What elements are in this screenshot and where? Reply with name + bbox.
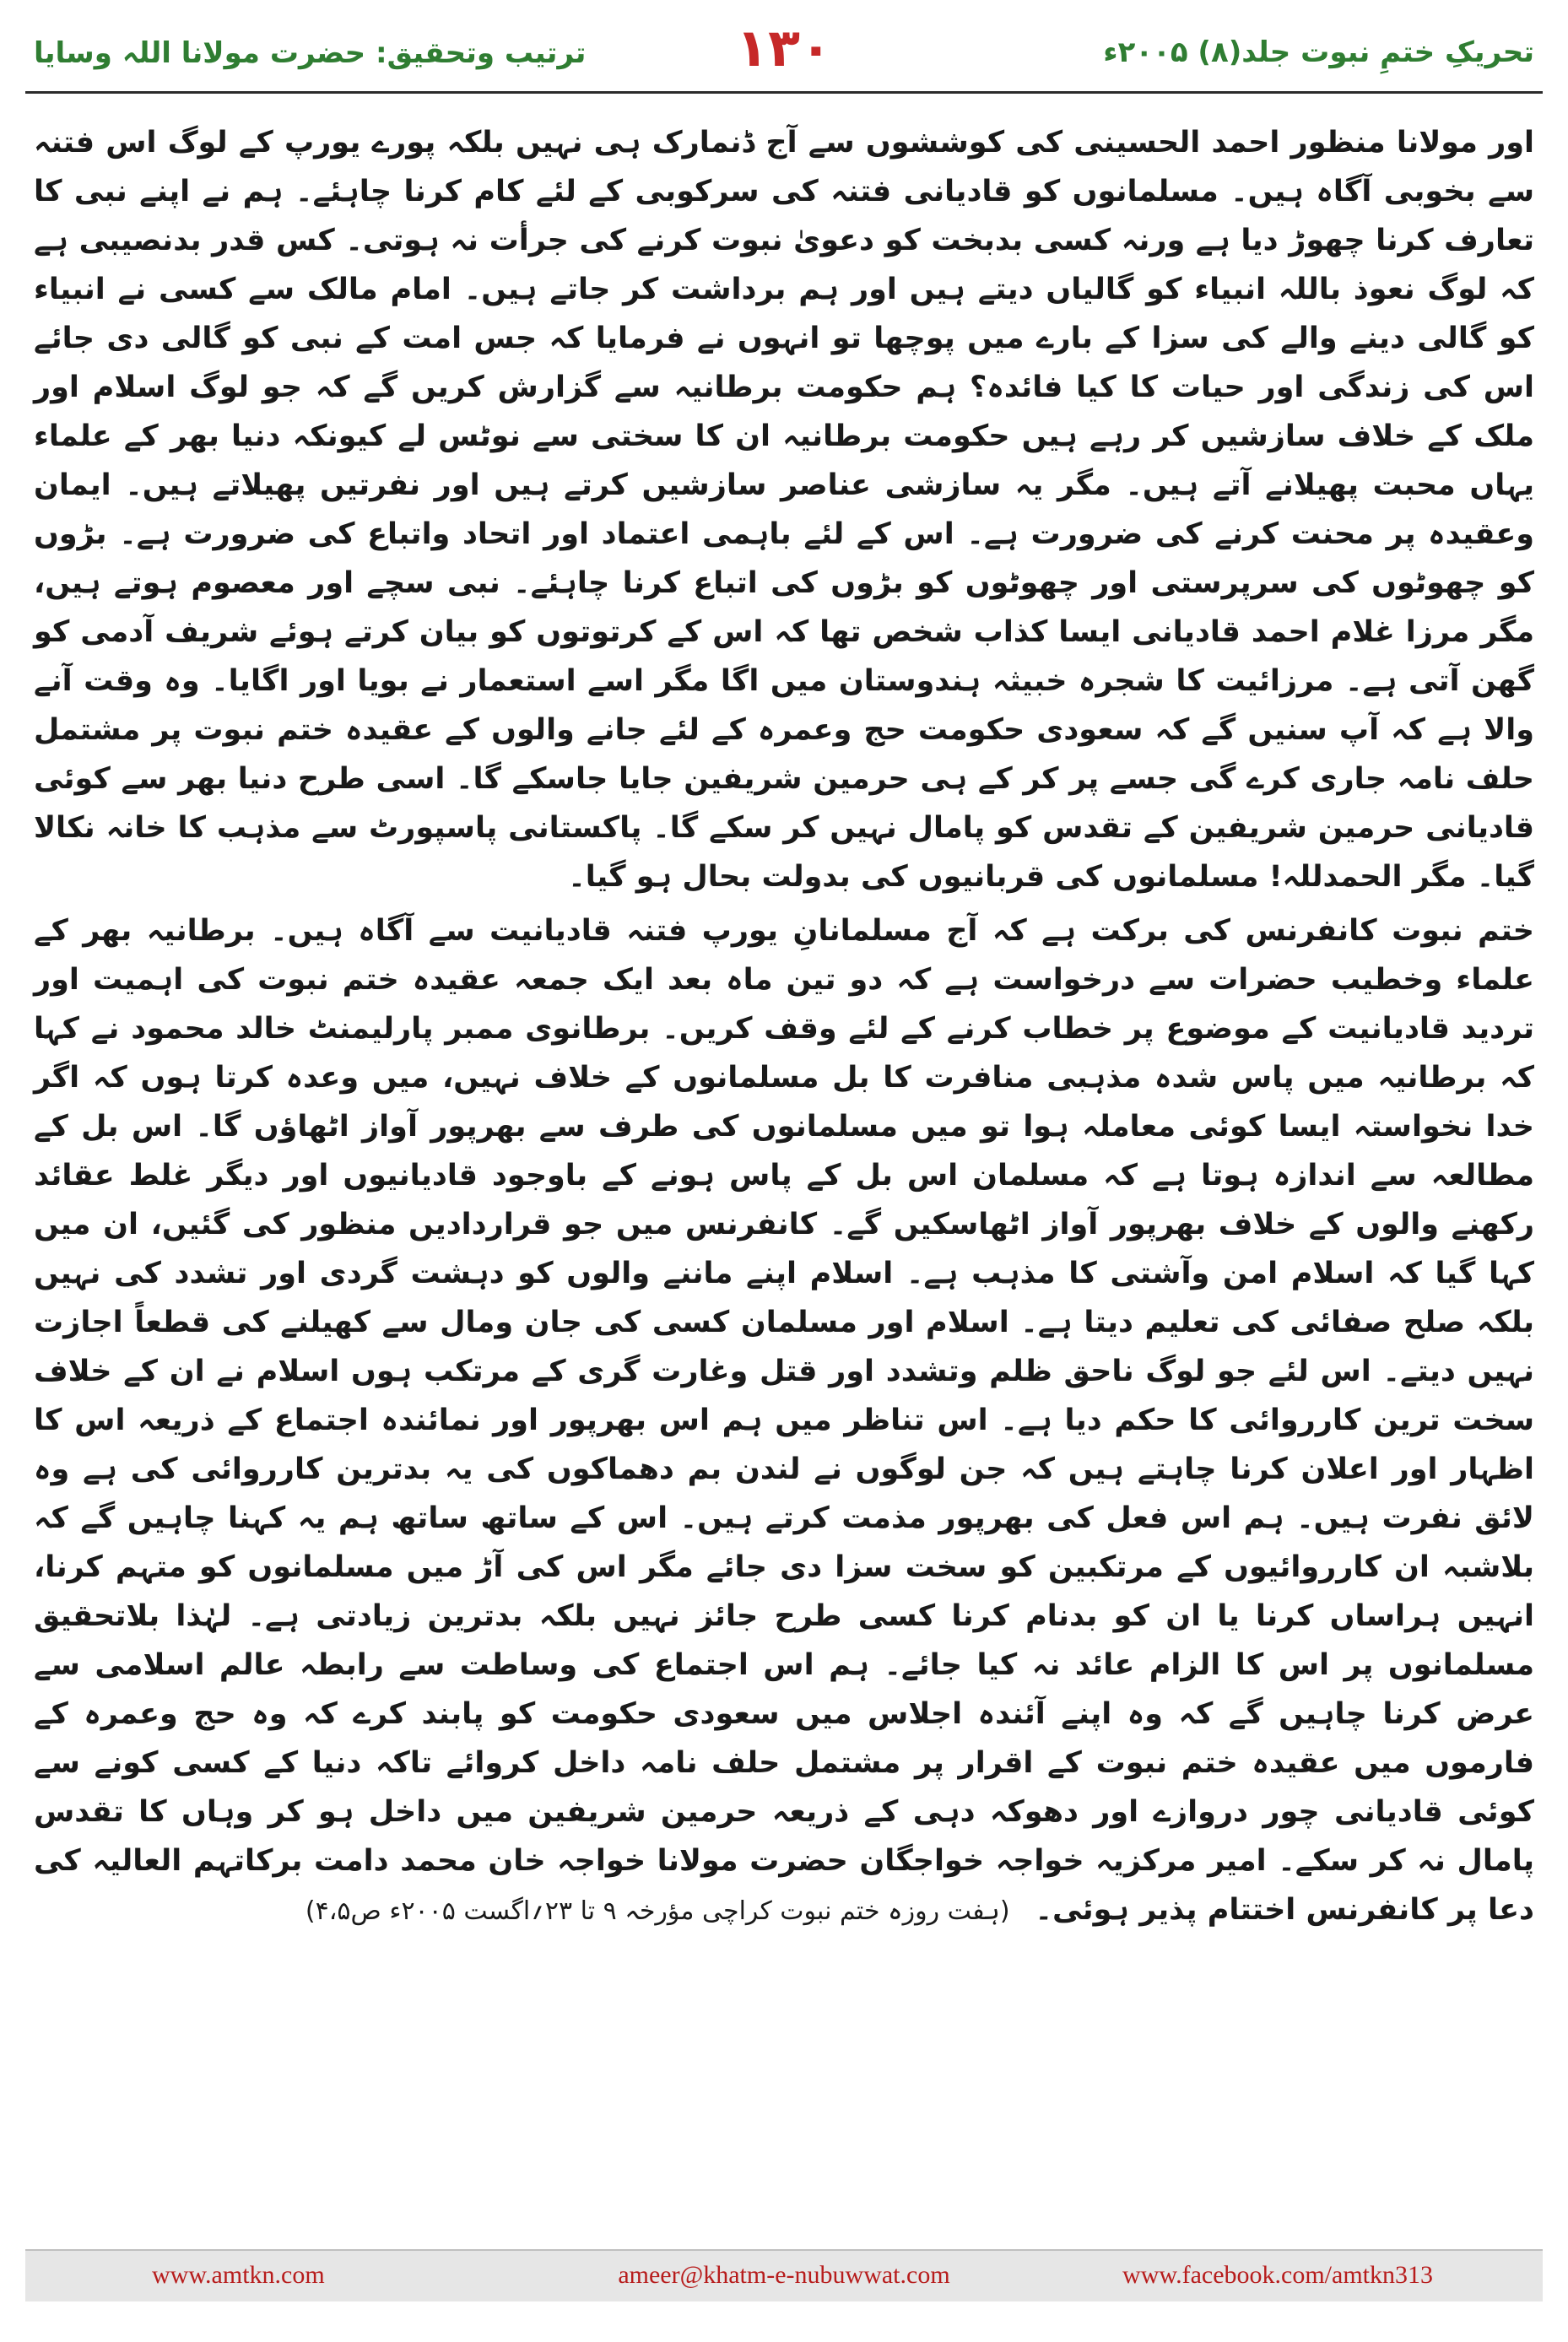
website-link[interactable]: www.amtkn.com — [152, 2261, 325, 2289]
article-body — [34, 118, 1534, 1936]
page-number: ۱۳۰ — [736, 17, 832, 78]
page-header — [0, 0, 1568, 93]
paragraph: اور مولانا منظور احمد الحسینی کی کوششوں سے آج ڈنمارک ہی نہیں بلکہ پورے یورپ کے لوگ اس فتنہ سے بخوبی آگاہ ہیں۔ مسلمانوں کو قادیانی فتنہ کی سرکوبی کے لئے کام کرنا چاہئے۔ ہم نے اپنے نبی کا تعارف کرنا چھوڑ دیا ہے ورنہ کسی بدبخت کو دعویٰ نبوت کرنے کی جرأت نہ ہوتی۔ کس قدر بدنصیبی ہے کہ لوگ نعوذ باللہ انبیاء کو گالیاں دیتے ہیں اور ہم برداشت کر جاتے ہیں۔ امام مالک سے کسی نے انبیاء کو گالی دینے والے کی سزا کے بارے میں پوچھا تو انہوں نے فرمایا کہ جس امت کے نبی کو گالی دی جائے اس کی زندگی اور حیات کا کیا فائدہ؟ ہم حکومت برطانیہ سے گزارش کریں گے کہ جو لوگ اسلام اور ملک کے خلاف سازشیں کر رہے ہیں حکومت برطانیہ ان کا سختی سے نوٹس لے کیونکہ دنیا بھر کے علماء یہاں محبت پھیلانے آتے ہیں۔ مگر یہ سازشی عناصر سازشیں کرتے ہیں اور نفرتیں پھیلاتے ہیں۔ ایمان وعقیدہ پر محنت کرنے کی ضرورت ہے۔ اس کے لئے باہمی اعتماد اور اتحاد واتباع کی ضرورت ہے۔ بڑوں کو چھوٹوں کی سرپرستی اور چھوٹوں کو بڑوں کی اتباع کرنا چاہئے۔ نبی سچے اور معصوم ہوتے ہیں، مگر مرزا غلام احمد قادیانی ایسا کذاب شخص تھا کہ اس کے کرتوتوں کو بیان کرتے ہوئے شریف آدمی کو گھن آتی ہے۔ مرزائیت کا شجرہ خبیثہ ہندوستان میں اگا مگر اسے استعمار نے بویا اور اگایا۔ وہ وقت آنے والا ہے کہ آپ سنیں گے کہ سعودی حکومت حج وعمرہ کے لئے جانے والوں کے عقیدہ ختم نبوت پر مشتمل حلف نامہ جاری کرے گی جسے پر کر کے ہی حرمین شریفین جایا جاسکے گا۔ اسی طرح دنیا بھر سے کوئی قادیانی حرمین شریفین کے تقدس کو پامال نہیں کر سکے گا۔ پاکستانی پاسپورٹ سے مذہب کا خانہ نکالا گیا۔ مگر الحمدللہ! مسلمانوں کی قربانیوں کی بدولت بحال ہو گیا۔ — [34, 126, 1534, 894]
book-title: تحریکِ ختمِ نبوت جلد(۸) ۲۰۰۵ء — [1103, 35, 1534, 69]
citation: (ہفت روزہ ختم نبوت کراچی مؤرخہ ۹ تا ۲۳؍اگست ۲۰۰۵ء ص۴،۵) — [305, 1896, 1010, 1926]
paragraph — [34, 906, 1534, 1936]
facebook-link[interactable]: www.facebook.com/amtkn313 — [1122, 2261, 1433, 2289]
email-link[interactable]: ameer@khatm-e-nubuwwat.com — [618, 2261, 950, 2289]
compiler-credit: ترتیب وتحقیق: حضرت مولانا اللہ وسایا — [34, 36, 587, 70]
paragraph-text: ختم نبوت کانفرنس کی برکت ہے کہ آج مسلمانانِ یورپ فتنہ قادیانیت سے آگاہ ہیں۔ برطانیہ بھر کے علماء وخطیب حضرات سے درخواست ہے کہ دو تین ماہ بعد ایک جمعہ عقیدہ ختم نبوت کی اہمیت اور تردید قادیانیت کے موضوع پر خطاب کرنے کے لئے وقف کریں۔ برطانوی ممبر پارلیمنٹ خالد محمود نے کہا کہ برطانیہ میں پاس شدہ مذہبی منافرت کا بل مسلمانوں کے خلاف نہیں، میں وعدہ کرتا ہوں کہ اگر خدا نخواستہ ایسا کوئی معاملہ ہوا تو میں مسلمانوں کی طرف سے بھرپور آواز اٹھاؤں گا۔ اس بل کے مطالعہ سے اندازہ ہوتا ہے کہ مسلمان اس بل کے پاس ہونے کے باوجود قادیانیوں اور دیگر غلط عقائد رکھنے والوں کے خلاف بھرپور آواز اٹھاسکیں گے۔ کانفرنس میں جو قراردادیں منظور کی گئیں، ان میں کہا گیا کہ اسلام امن وآشتی کا مذہب ہے۔ اسلام اپنے ماننے والوں کو دہشت گردی اور تشدد کی نہیں بلکہ صلح صفائی کی تعلیم دیتا ہے۔ اسلام اور مسلمان کسی کی جان ومال سے کھیلنے کی قطعاً اجازت نہیں دیتے۔ اس لئے جو لوگ ناحق ظلم وتشدد اور قتل وغارت گری کے مرتکب ہوں اسلام نے ان کے خلاف سخت ترین کارروائی کا حکم دیا ہے۔ اس تناظر میں ہم اس بھرپور اور نمائندہ اجتماع کے ذریعہ اس کا اظہار اور اعلان کرنا چاہتے ہیں کہ جن لوگوں نے لندن بم دھماکوں کی یہ بدترین کارروائی کی ہے وہ لائق نفرت ہیں۔ ہم اس فعل کی بھرپور مذمت کرتے ہیں۔ اس کے ساتھ ساتھ ہم یہ کہنا چاہیں گے کہ بلاشبہ ان کارروائیوں کے مرتکبین کو سخت سزا دی جائے مگر اس کی آڑ میں مسلمانوں کو متہم کرنا، انہیں ہراساں کرنا یا ان کو بدنام کرنا کسی طرح جائز نہیں بلکہ بدترین زیادتی ہے۔ لہٰذا بلاتحقیق مسلمانوں پر اس کا الزام عائد نہ کیا جائے۔ ہم اس اجتماع کی وساطت سے رابطہ عالم اسلامی سے عرض کرنا چاہیں گے کہ وہ اپنے آئندہ اجلاس میں سعودی حکومت کو پابند کرے کہ وہ حج وعمرہ کے فارموں میں عقیدہ ختم نبوت کے اقرار پر مشتمل حلف نامہ داخل کروائے تاکہ دنیا کے کسی کونے سے کوئی قادیانی چور دروازے اور دھوکہ دہی کے ذریعہ حرمین شریفین میں داخل ہو کر وہاں کا تقدس پامال نہ کر سکے۔ امیر مرکزیہ خواجہ خواجگان حضرت مولانا خواجہ خان محمد دامت برکاتہم العالیہ کی دعا پر کانفرنس اختتام پذیر ہوئی۔ — [34, 914, 1534, 1927]
page-footer — [25, 2249, 1543, 2301]
header-divider — [25, 91, 1543, 94]
